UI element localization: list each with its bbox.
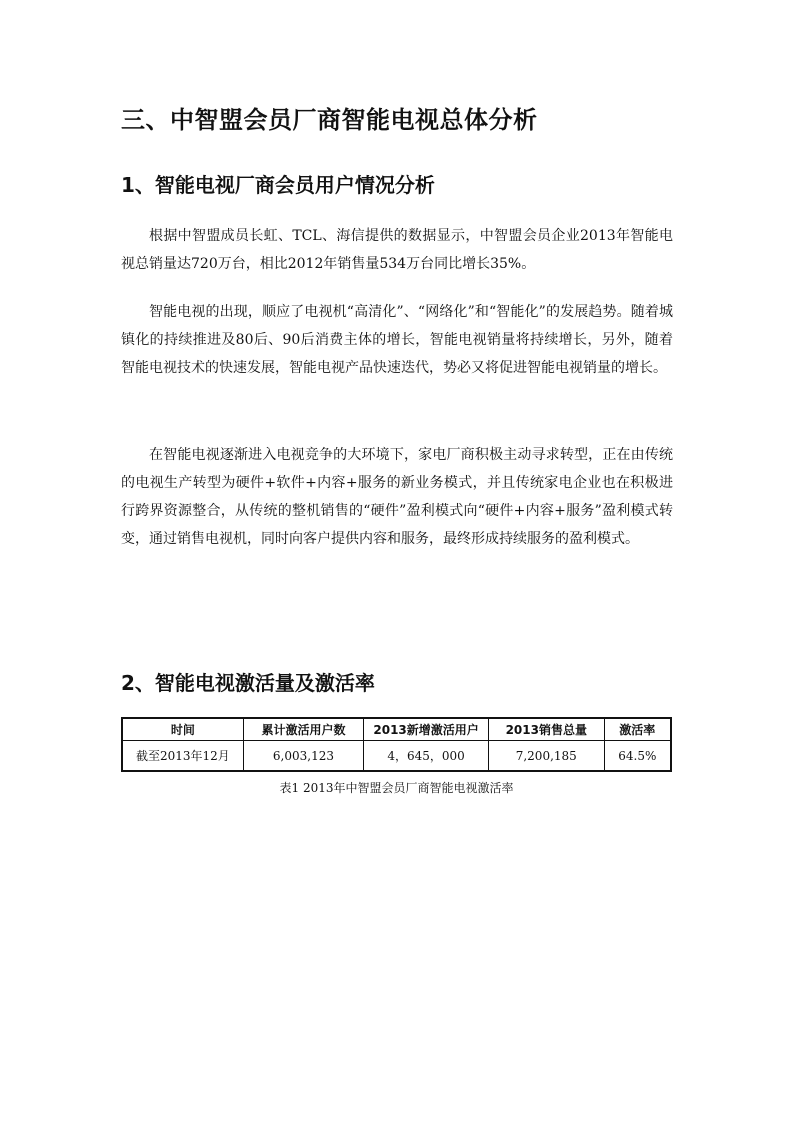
subsection-heading-activation: 2、智能电视激活量及激活率 (121, 671, 375, 695)
table-cell-cumulative: 6,003,123 (243, 741, 364, 772)
paragraph-sales-data: 根据中智盟成员长虹、TCL、海信提供的数据显示，中智盟会员企业2013年智能电视总销量达720万台，相比2012年销售量534万台同比增长35%。 (121, 228, 673, 272)
table-header-cell: 累计激活用户数 (243, 718, 364, 741)
table-header-cell: 激活率 (604, 718, 671, 741)
activation-table (121, 717, 672, 772)
table-header-cell: 2013销售总量 (488, 718, 604, 741)
table-row (122, 741, 671, 772)
table-cell-activation-rate: 64.5% (604, 741, 671, 772)
table-caption: 表1 2013年中智盟会员厂商智能电视激活率 (279, 781, 514, 795)
table-header-cell: 时间 (122, 718, 243, 741)
table-header-row (122, 718, 671, 741)
paragraph-trend: 智能电视的出现，顺应了电视机“高清化”、“网络化”和“智能化”的发展趋势。随着城镇化的持续推进及80后、90后消费主体的增长，智能电视销量将持续增长，另外，随着智能电视技术的快速发展，智能电视产品快速迭代，势必又将促进智能电视销量的增长。 (121, 304, 673, 376)
paragraph-transformation: 在智能电视逐渐进入电视竞争的大环境下，家电厂商积极主动寻求转型，正在由传统的电视生产转型为硬件+软件+内容+服务的新业务模式，并且传统家电企业也在积极进行跨界资源整合，从传统的整机销售的“硬件”盈利模式向“硬件+内容+服务”盈利模式转变，通过销售电视机，同时向客户提供内容和服务，最终形成持续服务的盈利模式。 (121, 447, 673, 547)
subsection-heading-user-analysis: 1、智能电视厂商会员用户情况分析 (121, 173, 435, 197)
table-cell-period: 截至2013年12月 (122, 741, 243, 772)
table-header-cell: 2013新增激活用户 (364, 718, 489, 741)
table-cell-total-sales: 7,200,185 (488, 741, 604, 772)
table-cell-new-activations: 4，645，000 (364, 741, 489, 772)
section-heading: 三、中智盟会员厂商智能电视总体分析 (121, 106, 538, 134)
